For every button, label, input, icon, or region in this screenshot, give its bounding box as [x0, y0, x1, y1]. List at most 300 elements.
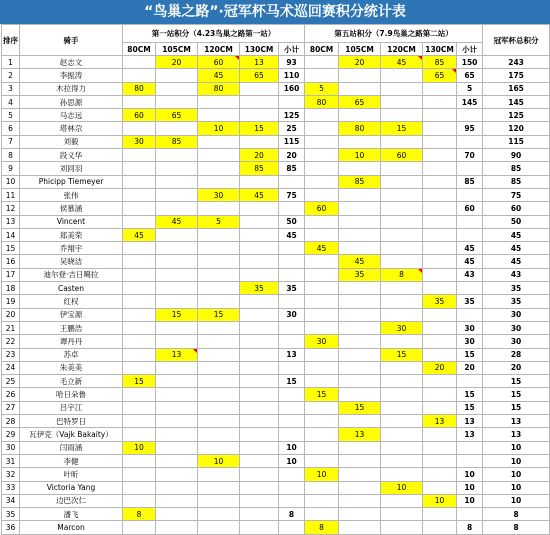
stage5-points-cell: [305, 441, 339, 454]
stage1-points-cell: [240, 494, 279, 507]
table-row: [2, 69, 550, 82]
stage1-subtotal-cell: [279, 268, 305, 281]
stage5-points-cell: [339, 69, 381, 82]
stage1-points-cell: [240, 521, 279, 534]
stage5-points-cell: [381, 308, 423, 321]
stage5-points-cell: [305, 401, 339, 414]
stage1-points-cell: [198, 401, 240, 414]
rider-name-cell: 谭丹丹: [20, 335, 123, 348]
stage1-points-cell: [198, 375, 240, 388]
rider-name-cell: 迪尔登·吉日噶拉: [20, 268, 123, 281]
stage5-points-cell: [339, 295, 381, 308]
total-points-cell: 10: [483, 441, 550, 454]
stage5-points-cell: 85: [423, 56, 457, 69]
total-points-cell: 90: [483, 149, 550, 162]
stage5-points-cell: [339, 361, 381, 374]
stage1-points-cell: [123, 215, 156, 228]
rider-name-cell: 段义华: [20, 149, 123, 162]
rider-name-cell: 吕宇江: [20, 401, 123, 414]
stage5-points-cell: [381, 441, 423, 454]
stage1-points-cell: [198, 135, 240, 148]
total-points-cell: 45: [483, 228, 550, 241]
stage1-points-cell: [240, 202, 279, 215]
rank-cell: 1: [2, 56, 20, 69]
stage1-subtotal-cell: [279, 494, 305, 507]
rank-cell: 9: [2, 162, 20, 175]
stage1-points-cell: [198, 242, 240, 255]
table-row: [2, 375, 550, 388]
stage1-points-cell: [198, 428, 240, 441]
stage5-points-cell: [423, 228, 457, 241]
stage1-points-cell: [123, 255, 156, 268]
stage1-subtotal-cell: 10: [279, 441, 305, 454]
stage1-points-cell: [240, 481, 279, 494]
stage1-points-cell: [156, 255, 198, 268]
table-row: [2, 175, 550, 188]
rank-cell: 25: [2, 375, 20, 388]
table-row: [2, 335, 550, 348]
rank-cell: 19: [2, 295, 20, 308]
table-row: [2, 508, 550, 521]
stage5-points-cell: 15: [381, 348, 423, 361]
stage1-points-cell: 45: [123, 228, 156, 241]
header-rider: 骑手: [20, 25, 123, 56]
total-points-cell: 60: [483, 202, 550, 215]
stage5-points-cell: [305, 428, 339, 441]
rider-name-cell: 伊宝源: [20, 308, 123, 321]
table-row: [2, 135, 550, 148]
table-row: [2, 109, 550, 122]
rider-name-cell: 侯慕涵: [20, 202, 123, 215]
stage5-points-cell: [305, 361, 339, 374]
stage1-subtotal-cell: [279, 335, 305, 348]
stage5-points-cell: [381, 282, 423, 295]
stage5-subtotal-cell: 15: [457, 388, 483, 401]
stage5-points-cell: [423, 282, 457, 295]
stage1-subtotal-cell: 8: [279, 508, 305, 521]
stage1-points-cell: 20: [156, 56, 198, 69]
stage5-points-cell: [423, 375, 457, 388]
stage5-points-cell: [305, 494, 339, 507]
stage5-points-cell: [339, 242, 381, 255]
stage5-points-cell: [339, 375, 381, 388]
rank-cell: 29: [2, 428, 20, 441]
stage5-subtotal-cell: 13: [457, 415, 483, 428]
stage1-points-cell: [198, 282, 240, 295]
total-points-cell: 15: [483, 375, 550, 388]
stage1-subtotal-cell: [279, 361, 305, 374]
stage1-subtotal-cell: 125: [279, 109, 305, 122]
stage5-points-cell: [381, 335, 423, 348]
stage5-subtotal-cell: [457, 375, 483, 388]
rider-name-cell: Victoria Yang: [20, 481, 123, 494]
stage1-subtotal-cell: 13: [279, 348, 305, 361]
stage1-subtotal-cell: 115: [279, 135, 305, 148]
stage1-points-cell: [198, 468, 240, 481]
table-row: [2, 454, 550, 467]
stage5-points-cell: [339, 202, 381, 215]
stage5-subtotal-cell: 65: [457, 69, 483, 82]
stage5-points-cell: [305, 282, 339, 295]
rider-name-cell: 赵志文: [20, 56, 123, 69]
stage1-subtotal-cell: 20: [279, 149, 305, 162]
table-row: [2, 188, 550, 201]
stage5-points-cell: [305, 268, 339, 281]
total-points-cell: 120: [483, 122, 550, 135]
rank-cell: 3: [2, 82, 20, 95]
stage1-points-cell: [156, 481, 198, 494]
table-row: [2, 361, 550, 374]
total-points-cell: 35: [483, 282, 550, 295]
stage1-points-cell: 15: [156, 308, 198, 321]
rider-name-cell: 孙思源: [20, 95, 123, 108]
stage5-points-cell: [381, 135, 423, 148]
total-points-cell: 45: [483, 242, 550, 255]
stage1-points-cell: [240, 242, 279, 255]
stage5-subtotal-cell: 95: [457, 122, 483, 135]
page-title: “鸟巢之路”·冠军杯马术巡回赛积分统计表: [0, 0, 550, 24]
stage5-points-cell: [423, 82, 457, 95]
table-row: [2, 95, 550, 108]
stage5-subtotal-cell: 30: [457, 335, 483, 348]
rider-name-cell: 李振涛: [20, 69, 123, 82]
header-s5-105cm: 105CM: [339, 43, 381, 56]
stage1-points-cell: [123, 388, 156, 401]
rank-cell: 28: [2, 415, 20, 428]
rider-name-cell: 郑美荣: [20, 228, 123, 241]
stage1-points-cell: 35: [240, 282, 279, 295]
stage5-subtotal-cell: [457, 228, 483, 241]
stage1-subtotal-cell: 30: [279, 308, 305, 321]
stage5-points-cell: [305, 228, 339, 241]
stage5-points-cell: [423, 109, 457, 122]
stage1-points-cell: [156, 494, 198, 507]
stage1-points-cell: [123, 149, 156, 162]
stage5-points-cell: 8: [381, 268, 423, 281]
table-row: [2, 255, 550, 268]
rider-name-cell: 朱美美: [20, 361, 123, 374]
stage1-points-cell: [156, 428, 198, 441]
stage5-subtotal-cell: 85: [457, 175, 483, 188]
rank-cell: 21: [2, 321, 20, 334]
stage5-points-cell: 45: [305, 242, 339, 255]
stage5-points-cell: 35: [423, 295, 457, 308]
stage1-points-cell: [240, 321, 279, 334]
stage1-points-cell: [240, 228, 279, 241]
rider-name-cell: Marcon: [20, 521, 123, 534]
rider-name-cell: 毛立新: [20, 375, 123, 388]
stage5-subtotal-cell: 5: [457, 82, 483, 95]
stage1-points-cell: [156, 162, 198, 175]
total-points-cell: 10: [483, 468, 550, 481]
stage1-points-cell: [198, 295, 240, 308]
table-row: [2, 242, 550, 255]
stage1-points-cell: [198, 162, 240, 175]
stage1-points-cell: [123, 468, 156, 481]
table-row: [2, 348, 550, 361]
rank-cell: 23: [2, 348, 20, 361]
stage1-points-cell: [240, 428, 279, 441]
rider-name-cell: Vincent: [20, 215, 123, 228]
stage5-points-cell: [381, 215, 423, 228]
stage5-subtotal-cell: 8: [457, 521, 483, 534]
stage5-points-cell: [423, 308, 457, 321]
stage5-points-cell: [423, 242, 457, 255]
table-row: [2, 268, 550, 281]
stage5-points-cell: 45: [339, 255, 381, 268]
total-points-cell: 43: [483, 268, 550, 281]
rank-cell: 14: [2, 228, 20, 241]
rider-name-cell: 边巴次仁: [20, 494, 123, 507]
stage5-points-cell: [423, 268, 457, 281]
table-row: [2, 494, 550, 507]
total-points-cell: 15: [483, 388, 550, 401]
stage1-points-cell: 80: [123, 82, 156, 95]
table-row: [2, 481, 550, 494]
stage5-points-cell: 10: [381, 481, 423, 494]
stage1-points-cell: [240, 468, 279, 481]
stage1-points-cell: 13: [240, 56, 279, 69]
table-row: [2, 468, 550, 481]
stage5-points-cell: 35: [339, 268, 381, 281]
rider-name-cell: 瓦伊克（Vajk Bakaity）: [20, 428, 123, 441]
header-s5-130cm: 130CM: [423, 43, 457, 56]
header-s5-80cm: 80CM: [305, 43, 339, 56]
total-points-cell: 20: [483, 361, 550, 374]
stage5-points-cell: 30: [381, 321, 423, 334]
total-points-cell: 145: [483, 95, 550, 108]
stage5-points-cell: 85: [339, 175, 381, 188]
header-stage1: 第一站积分（4.23鸟巢之路第一站）: [123, 25, 305, 43]
rank-cell: 10: [2, 175, 20, 188]
stage5-points-cell: 10: [339, 149, 381, 162]
stage5-points-cell: [339, 468, 381, 481]
stage1-points-cell: [240, 401, 279, 414]
stage1-points-cell: [156, 95, 198, 108]
stage1-points-cell: [240, 135, 279, 148]
stage5-subtotal-cell: [457, 454, 483, 467]
stage1-points-cell: [156, 295, 198, 308]
stage1-points-cell: [123, 69, 156, 82]
stage1-points-cell: [198, 481, 240, 494]
stage5-points-cell: [339, 415, 381, 428]
stage5-points-cell: [423, 149, 457, 162]
stage5-points-cell: [339, 109, 381, 122]
stage1-subtotal-cell: [279, 242, 305, 255]
stage5-points-cell: 20: [423, 361, 457, 374]
rank-cell: 32: [2, 468, 20, 481]
rank-cell: 34: [2, 494, 20, 507]
stage5-subtotal-cell: [457, 188, 483, 201]
stage5-points-cell: [339, 308, 381, 321]
total-points-cell: 50: [483, 215, 550, 228]
stage5-points-cell: [381, 242, 423, 255]
rider-name-cell: 闫雨涵: [20, 441, 123, 454]
total-points-cell: 45: [483, 255, 550, 268]
stage5-points-cell: [423, 348, 457, 361]
stage1-points-cell: [156, 202, 198, 215]
rank-cell: 31: [2, 454, 20, 467]
total-points-cell: 30: [483, 335, 550, 348]
stage5-subtotal-cell: 60: [457, 202, 483, 215]
stage1-points-cell: 45: [240, 188, 279, 201]
stage1-subtotal-cell: 160: [279, 82, 305, 95]
rank-cell: 35: [2, 508, 20, 521]
stage5-points-cell: [305, 122, 339, 135]
stage1-subtotal-cell: [279, 321, 305, 334]
rider-name-cell: 乔翔宇: [20, 242, 123, 255]
stage1-points-cell: [156, 454, 198, 467]
stage5-points-cell: [423, 215, 457, 228]
stage5-points-cell: [339, 494, 381, 507]
stage5-points-cell: [381, 401, 423, 414]
total-points-cell: 125: [483, 109, 550, 122]
stage5-points-cell: [423, 135, 457, 148]
stage1-points-cell: [198, 335, 240, 348]
stage5-points-cell: [381, 188, 423, 201]
rank-cell: 12: [2, 202, 20, 215]
stage1-points-cell: [198, 361, 240, 374]
stage5-points-cell: [305, 375, 339, 388]
stage5-subtotal-cell: 20: [457, 361, 483, 374]
stage1-points-cell: [156, 521, 198, 534]
stage1-points-cell: [198, 415, 240, 428]
stage5-points-cell: [381, 428, 423, 441]
stage5-points-cell: [423, 175, 457, 188]
stage1-subtotal-cell: [279, 415, 305, 428]
table-row: [2, 441, 550, 454]
stage1-subtotal-cell: [279, 468, 305, 481]
stage1-points-cell: [123, 428, 156, 441]
stage1-points-cell: [240, 308, 279, 321]
header-s1-120cm: 120CM: [198, 43, 240, 56]
stage1-subtotal-cell: 35: [279, 282, 305, 295]
stage5-subtotal-cell: 45: [457, 255, 483, 268]
rider-name-cell: 哈日朵鲁: [20, 388, 123, 401]
stage5-points-cell: 5: [305, 82, 339, 95]
stage1-points-cell: [198, 202, 240, 215]
table-row: [2, 321, 550, 334]
stage5-subtotal-cell: 70: [457, 149, 483, 162]
table-row: [2, 415, 550, 428]
rank-cell: 22: [2, 335, 20, 348]
stage1-points-cell: [123, 202, 156, 215]
stage5-points-cell: [381, 255, 423, 268]
table-row: [2, 388, 550, 401]
stage1-points-cell: [240, 268, 279, 281]
stage5-points-cell: [381, 82, 423, 95]
stage5-points-cell: 15: [339, 401, 381, 414]
rank-cell: 16: [2, 255, 20, 268]
stage1-points-cell: [156, 175, 198, 188]
stage1-points-cell: [156, 508, 198, 521]
points-table: [1, 24, 550, 535]
stage5-points-cell: [381, 95, 423, 108]
header-s1-105cm: 105CM: [156, 43, 198, 56]
stage1-subtotal-cell: 50: [279, 215, 305, 228]
stage1-points-cell: [240, 255, 279, 268]
stage5-points-cell: [305, 56, 339, 69]
stage5-points-cell: [305, 308, 339, 321]
stage1-points-cell: [156, 122, 198, 135]
stage1-points-cell: 60: [198, 56, 240, 69]
stage1-points-cell: [240, 415, 279, 428]
stage1-points-cell: [156, 468, 198, 481]
stage1-points-cell: [123, 282, 156, 295]
stage5-points-cell: [381, 494, 423, 507]
stage5-points-cell: [423, 388, 457, 401]
stage5-points-cell: 10: [423, 494, 457, 507]
rider-name-cell: 张伟: [20, 188, 123, 201]
stage5-points-cell: 15: [305, 388, 339, 401]
stage1-points-cell: 10: [198, 122, 240, 135]
rider-name-cell: 刘同羽: [20, 162, 123, 175]
stage1-points-cell: [156, 321, 198, 334]
stage5-points-cell: [305, 135, 339, 148]
rank-cell: 2: [2, 69, 20, 82]
stage1-points-cell: [123, 415, 156, 428]
total-points-cell: 30: [483, 321, 550, 334]
stage1-points-cell: [240, 508, 279, 521]
stage5-points-cell: [305, 295, 339, 308]
stage5-points-cell: [305, 508, 339, 521]
stage1-subtotal-cell: [279, 521, 305, 534]
stage1-points-cell: 15: [240, 122, 279, 135]
stage1-points-cell: [123, 188, 156, 201]
table-row: [2, 56, 550, 69]
stage5-points-cell: [339, 348, 381, 361]
rider-name-cell: 红权: [20, 295, 123, 308]
stage5-points-cell: 13: [423, 415, 457, 428]
stage5-points-cell: [381, 162, 423, 175]
rank-cell: 30: [2, 441, 20, 454]
rider-name-cell: 刘毅: [20, 135, 123, 148]
stage5-subtotal-cell: [457, 308, 483, 321]
header-total: 冠军杯总积分: [483, 25, 550, 56]
stage1-points-cell: [198, 109, 240, 122]
stage1-points-cell: [123, 401, 156, 414]
stage1-subtotal-cell: 25: [279, 122, 305, 135]
stage5-points-cell: [423, 441, 457, 454]
stage5-points-cell: [305, 175, 339, 188]
rank-cell: 24: [2, 361, 20, 374]
stage1-points-cell: [123, 268, 156, 281]
stage1-subtotal-cell: [279, 255, 305, 268]
stage5-points-cell: 80: [305, 95, 339, 108]
stage5-points-cell: [339, 441, 381, 454]
stage5-subtotal-cell: 43: [457, 268, 483, 281]
stage5-points-cell: 10: [305, 468, 339, 481]
stage5-subtotal-cell: [457, 162, 483, 175]
total-points-cell: 8: [483, 508, 550, 521]
table-row: [2, 149, 550, 162]
stage1-points-cell: 13: [156, 348, 198, 361]
stage5-points-cell: [423, 401, 457, 414]
stage5-points-cell: [423, 122, 457, 135]
stage1-points-cell: 65: [240, 69, 279, 82]
rank-cell: 11: [2, 188, 20, 201]
stage1-points-cell: 10: [198, 454, 240, 467]
table-row: [2, 215, 550, 228]
stage1-points-cell: [198, 95, 240, 108]
stage1-points-cell: [240, 348, 279, 361]
rider-name-cell: 苏卓: [20, 348, 123, 361]
stage5-points-cell: [423, 321, 457, 334]
stage1-subtotal-cell: 15: [279, 375, 305, 388]
rider-name-cell: 木拉得力: [20, 82, 123, 95]
stage5-subtotal-cell: [457, 109, 483, 122]
stage5-points-cell: [339, 282, 381, 295]
